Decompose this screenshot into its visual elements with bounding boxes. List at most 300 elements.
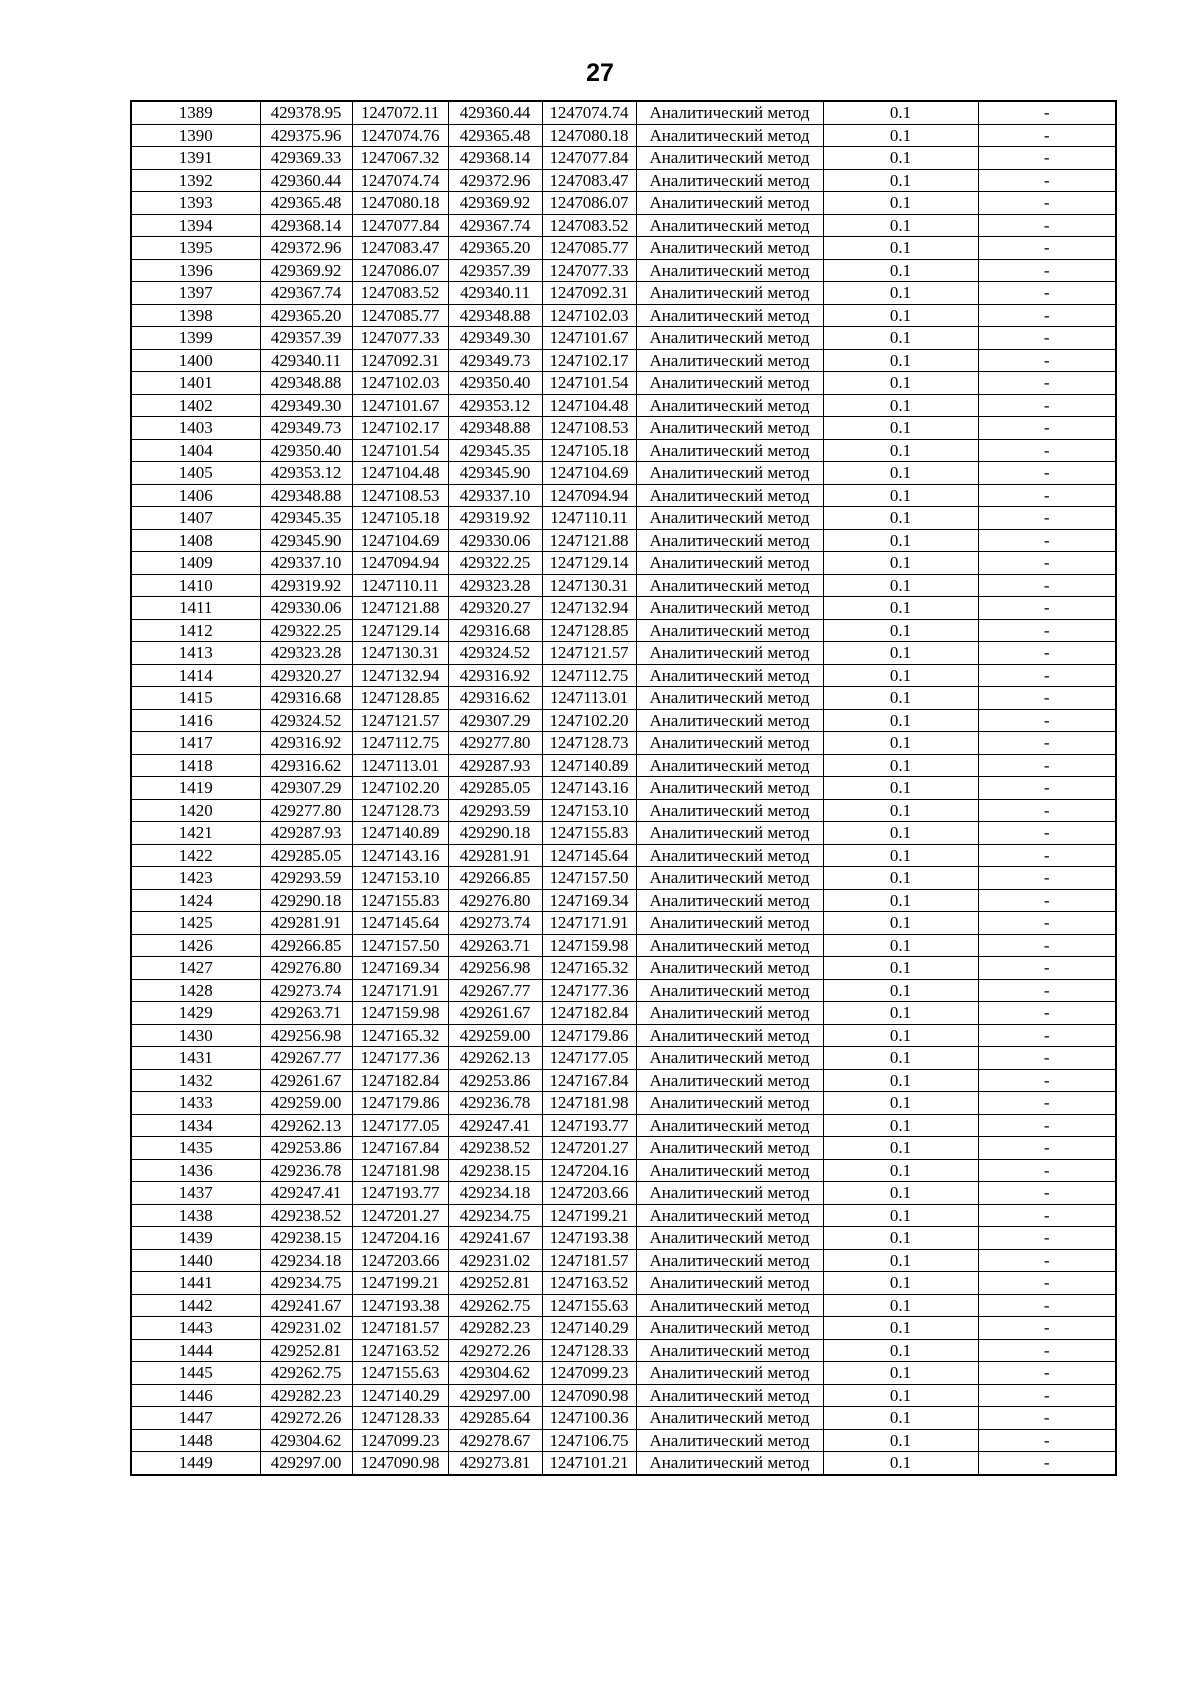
x2-cell: 429285.64	[448, 1407, 542, 1430]
y2-cell: 1247110.11	[542, 507, 636, 530]
note-cell: -	[978, 754, 1116, 777]
note-cell: -	[978, 957, 1116, 980]
method-cell: Аналитический метод	[636, 484, 823, 507]
note-cell: -	[978, 124, 1116, 147]
table-row	[131, 101, 1116, 124]
y2-cell: 1247204.16	[542, 1159, 636, 1182]
y2-cell: 1247140.29	[542, 1317, 636, 1340]
table-row	[131, 439, 1116, 462]
table-row	[131, 1407, 1116, 1430]
accuracy-cell: 0.1	[823, 597, 978, 620]
x1-cell: 429349.73	[260, 417, 352, 440]
y1-cell: 1247105.18	[352, 507, 448, 530]
note-cell: -	[978, 1182, 1116, 1205]
x1-cell: 429263.71	[260, 1002, 352, 1025]
note-cell: -	[978, 687, 1116, 710]
x1-cell: 429369.92	[260, 259, 352, 282]
accuracy-cell: 0.1	[823, 169, 978, 192]
table-row	[131, 642, 1116, 665]
y2-cell: 1247128.33	[542, 1339, 636, 1362]
note-cell: -	[978, 101, 1116, 124]
note-cell: -	[978, 822, 1116, 845]
y2-cell: 1247094.94	[542, 484, 636, 507]
y1-cell: 1247143.16	[352, 844, 448, 867]
table-row	[131, 1137, 1116, 1160]
x2-cell: 429357.39	[448, 259, 542, 282]
x1-cell: 429304.62	[260, 1429, 352, 1452]
point-number-cell: 1438	[131, 1204, 260, 1227]
x1-cell: 429273.74	[260, 979, 352, 1002]
x2-cell: 429360.44	[448, 101, 542, 124]
y2-cell: 1247102.20	[542, 709, 636, 732]
note-cell: -	[978, 979, 1116, 1002]
y2-cell: 1247105.18	[542, 439, 636, 462]
accuracy-cell: 0.1	[823, 1002, 978, 1025]
y2-cell: 1247179.86	[542, 1024, 636, 1047]
table-row	[131, 372, 1116, 395]
accuracy-cell: 0.1	[823, 259, 978, 282]
x2-cell: 429304.62	[448, 1362, 542, 1385]
y1-cell: 1247086.07	[352, 259, 448, 282]
x2-cell: 429266.85	[448, 867, 542, 890]
table-row	[131, 1069, 1116, 1092]
point-number-cell: 1397	[131, 282, 260, 305]
point-number-cell: 1430	[131, 1024, 260, 1047]
table-row	[131, 1272, 1116, 1295]
point-number-cell: 1395	[131, 237, 260, 260]
method-cell: Аналитический метод	[636, 529, 823, 552]
y2-cell: 1247143.16	[542, 777, 636, 800]
method-cell: Аналитический метод	[636, 619, 823, 642]
accuracy-cell: 0.1	[823, 889, 978, 912]
x1-cell: 429378.95	[260, 101, 352, 124]
table-row	[131, 1249, 1116, 1272]
accuracy-cell: 0.1	[823, 1294, 978, 1317]
x1-cell: 429360.44	[260, 169, 352, 192]
x2-cell: 429273.81	[448, 1452, 542, 1475]
y2-cell: 1247182.84	[542, 1002, 636, 1025]
x1-cell: 429266.85	[260, 934, 352, 957]
note-cell: -	[978, 1452, 1116, 1475]
y2-cell: 1247090.98	[542, 1384, 636, 1407]
method-cell: Аналитический метод	[636, 327, 823, 350]
accuracy-cell: 0.1	[823, 372, 978, 395]
x1-cell: 429365.48	[260, 192, 352, 215]
note-cell: -	[978, 484, 1116, 507]
table-row	[131, 507, 1116, 530]
y2-cell: 1247157.50	[542, 867, 636, 890]
method-cell: Аналитический метод	[636, 1069, 823, 1092]
method-cell: Аналитический метод	[636, 1339, 823, 1362]
x2-cell: 429316.68	[448, 619, 542, 642]
table-row	[131, 1204, 1116, 1227]
y1-cell: 1247128.33	[352, 1407, 448, 1430]
method-cell: Аналитический метод	[636, 1227, 823, 1250]
accuracy-cell: 0.1	[823, 1317, 978, 1340]
table-row	[131, 844, 1116, 867]
method-cell: Аналитический метод	[636, 844, 823, 867]
table-row	[131, 934, 1116, 957]
y2-cell: 1247101.21	[542, 1452, 636, 1475]
table-row	[131, 304, 1116, 327]
table-row	[131, 417, 1116, 440]
y2-cell: 1247181.98	[542, 1092, 636, 1115]
accuracy-cell: 0.1	[823, 912, 978, 935]
y1-cell: 1247167.84	[352, 1137, 448, 1160]
accuracy-cell: 0.1	[823, 642, 978, 665]
accuracy-cell: 0.1	[823, 1339, 978, 1362]
note-cell: -	[978, 259, 1116, 282]
y1-cell: 1247140.29	[352, 1384, 448, 1407]
x1-cell: 429316.92	[260, 732, 352, 755]
x1-cell: 429234.18	[260, 1249, 352, 1272]
note-cell: -	[978, 394, 1116, 417]
table-row	[131, 124, 1116, 147]
table-row	[131, 777, 1116, 800]
x1-cell: 429252.81	[260, 1339, 352, 1362]
y1-cell: 1247157.50	[352, 934, 448, 957]
note-cell: -	[978, 327, 1116, 350]
x2-cell: 429350.40	[448, 372, 542, 395]
accuracy-cell: 0.1	[823, 349, 978, 372]
y1-cell: 1247128.85	[352, 687, 448, 710]
accuracy-cell: 0.1	[823, 1362, 978, 1385]
x2-cell: 429368.14	[448, 147, 542, 170]
point-number-cell: 1427	[131, 957, 260, 980]
table-row	[131, 574, 1116, 597]
note-cell: -	[978, 1002, 1116, 1025]
table-row	[131, 1452, 1116, 1475]
x1-cell: 429320.27	[260, 664, 352, 687]
x1-cell: 429367.74	[260, 282, 352, 305]
accuracy-cell: 0.1	[823, 507, 978, 530]
y1-cell: 1247163.52	[352, 1339, 448, 1362]
method-cell: Аналитический метод	[636, 574, 823, 597]
x2-cell: 429348.88	[448, 304, 542, 327]
accuracy-cell: 0.1	[823, 979, 978, 1002]
x2-cell: 429322.25	[448, 552, 542, 575]
method-cell: Аналитический метод	[636, 1317, 823, 1340]
x1-cell: 429293.59	[260, 867, 352, 890]
note-cell: -	[978, 889, 1116, 912]
accuracy-cell: 0.1	[823, 101, 978, 124]
note-cell: -	[978, 552, 1116, 575]
x1-cell: 429297.00	[260, 1452, 352, 1475]
x2-cell: 429353.12	[448, 394, 542, 417]
note-cell: -	[978, 237, 1116, 260]
point-number-cell: 1431	[131, 1047, 260, 1070]
note-cell: -	[978, 1339, 1116, 1362]
point-number-cell: 1399	[131, 327, 260, 350]
accuracy-cell: 0.1	[823, 484, 978, 507]
x2-cell: 429323.28	[448, 574, 542, 597]
point-number-cell: 1413	[131, 642, 260, 665]
y1-cell: 1247177.05	[352, 1114, 448, 1137]
x1-cell: 429236.78	[260, 1159, 352, 1182]
point-number-cell: 1422	[131, 844, 260, 867]
table-row	[131, 349, 1116, 372]
point-number-cell: 1447	[131, 1407, 260, 1430]
accuracy-cell: 0.1	[823, 1429, 978, 1452]
x2-cell: 429369.92	[448, 192, 542, 215]
accuracy-cell: 0.1	[823, 1047, 978, 1070]
point-number-cell: 1446	[131, 1384, 260, 1407]
point-number-cell: 1435	[131, 1137, 260, 1160]
accuracy-cell: 0.1	[823, 1249, 978, 1272]
point-number-cell: 1420	[131, 799, 260, 822]
y2-cell: 1247121.57	[542, 642, 636, 665]
y2-cell: 1247177.36	[542, 979, 636, 1002]
accuracy-cell: 0.1	[823, 822, 978, 845]
accuracy-cell: 0.1	[823, 304, 978, 327]
table-row	[131, 1182, 1116, 1205]
y2-cell: 1247128.85	[542, 619, 636, 642]
y2-cell: 1247159.98	[542, 934, 636, 957]
y2-cell: 1247203.66	[542, 1182, 636, 1205]
method-cell: Аналитический метод	[636, 124, 823, 147]
point-number-cell: 1412	[131, 619, 260, 642]
y2-cell: 1247177.05	[542, 1047, 636, 1070]
x2-cell: 429276.80	[448, 889, 542, 912]
method-cell: Аналитический метод	[636, 1384, 823, 1407]
table-row	[131, 979, 1116, 1002]
x1-cell: 429316.68	[260, 687, 352, 710]
x2-cell: 429253.86	[448, 1069, 542, 1092]
point-number-cell: 1433	[131, 1092, 260, 1115]
accuracy-cell: 0.1	[823, 327, 978, 350]
y2-cell: 1247092.31	[542, 282, 636, 305]
method-cell: Аналитический метод	[636, 934, 823, 957]
x2-cell: 429241.67	[448, 1227, 542, 1250]
y2-cell: 1247145.64	[542, 844, 636, 867]
method-cell: Аналитический метод	[636, 1452, 823, 1475]
method-cell: Аналитический метод	[636, 417, 823, 440]
x2-cell: 429263.71	[448, 934, 542, 957]
y2-cell: 1247113.01	[542, 687, 636, 710]
y1-cell: 1247102.17	[352, 417, 448, 440]
y1-cell: 1247104.69	[352, 529, 448, 552]
accuracy-cell: 0.1	[823, 192, 978, 215]
x2-cell: 429259.00	[448, 1024, 542, 1047]
method-cell: Аналитический метод	[636, 147, 823, 170]
table-body	[131, 101, 1116, 1475]
table-row	[131, 912, 1116, 935]
y1-cell: 1247128.73	[352, 799, 448, 822]
page-number: 27	[586, 59, 614, 87]
x2-cell: 429340.11	[448, 282, 542, 305]
table-row	[131, 867, 1116, 890]
point-number-cell: 1449	[131, 1452, 260, 1475]
point-number-cell: 1448	[131, 1429, 260, 1452]
y1-cell: 1247094.94	[352, 552, 448, 575]
x1-cell: 429319.92	[260, 574, 352, 597]
accuracy-cell: 0.1	[823, 1137, 978, 1160]
note-cell: -	[978, 642, 1116, 665]
x2-cell: 429247.41	[448, 1114, 542, 1137]
table-row	[131, 957, 1116, 980]
note-cell: -	[978, 732, 1116, 755]
x1-cell: 429253.86	[260, 1137, 352, 1160]
y1-cell: 1247165.32	[352, 1024, 448, 1047]
accuracy-cell: 0.1	[823, 282, 978, 305]
table-row	[131, 1339, 1116, 1362]
point-number-cell: 1404	[131, 439, 260, 462]
y1-cell: 1247121.57	[352, 709, 448, 732]
x1-cell: 429262.75	[260, 1362, 352, 1385]
table-row	[131, 1159, 1116, 1182]
point-number-cell: 1410	[131, 574, 260, 597]
accuracy-cell: 0.1	[823, 1204, 978, 1227]
x2-cell: 429272.26	[448, 1339, 542, 1362]
x2-cell: 429365.20	[448, 237, 542, 260]
x1-cell: 429369.33	[260, 147, 352, 170]
x1-cell: 429330.06	[260, 597, 352, 620]
table-row	[131, 327, 1116, 350]
x1-cell: 429340.11	[260, 349, 352, 372]
x1-cell: 429285.05	[260, 844, 352, 867]
point-number-cell: 1402	[131, 394, 260, 417]
y2-cell: 1247099.23	[542, 1362, 636, 1385]
x1-cell: 429267.77	[260, 1047, 352, 1070]
table-row	[131, 484, 1116, 507]
method-cell: Аналитический метод	[636, 1362, 823, 1385]
note-cell: -	[978, 169, 1116, 192]
x2-cell: 429316.92	[448, 664, 542, 687]
point-number-cell: 1407	[131, 507, 260, 530]
note-cell: -	[978, 439, 1116, 462]
x1-cell: 429262.13	[260, 1114, 352, 1137]
table-row	[131, 889, 1116, 912]
note-cell: -	[978, 597, 1116, 620]
x2-cell: 429278.67	[448, 1429, 542, 1452]
point-number-cell: 1440	[131, 1249, 260, 1272]
y2-cell: 1247104.69	[542, 462, 636, 485]
y1-cell: 1247077.84	[352, 214, 448, 237]
y2-cell: 1247112.75	[542, 664, 636, 687]
accuracy-cell: 0.1	[823, 957, 978, 980]
point-number-cell: 1392	[131, 169, 260, 192]
y2-cell: 1247083.47	[542, 169, 636, 192]
note-cell: -	[978, 529, 1116, 552]
y1-cell: 1247121.88	[352, 597, 448, 620]
method-cell: Аналитический метод	[636, 1114, 823, 1137]
y1-cell: 1247112.75	[352, 732, 448, 755]
point-number-cell: 1444	[131, 1339, 260, 1362]
point-number-cell: 1398	[131, 304, 260, 327]
method-cell: Аналитический метод	[636, 979, 823, 1002]
note-cell: -	[978, 507, 1116, 530]
accuracy-cell: 0.1	[823, 1069, 978, 1092]
note-cell: -	[978, 1159, 1116, 1182]
accuracy-cell: 0.1	[823, 1182, 978, 1205]
x1-cell: 429256.98	[260, 1024, 352, 1047]
point-number-cell: 1418	[131, 754, 260, 777]
x2-cell: 429320.27	[448, 597, 542, 620]
accuracy-cell: 0.1	[823, 552, 978, 575]
method-cell: Аналитический метод	[636, 1294, 823, 1317]
point-number-cell: 1437	[131, 1182, 260, 1205]
x1-cell: 429372.96	[260, 237, 352, 260]
y2-cell: 1247086.07	[542, 192, 636, 215]
x2-cell: 429367.74	[448, 214, 542, 237]
point-number-cell: 1411	[131, 597, 260, 620]
x1-cell: 429324.52	[260, 709, 352, 732]
x1-cell: 429259.00	[260, 1092, 352, 1115]
y1-cell: 1247179.86	[352, 1092, 448, 1115]
x2-cell: 429252.81	[448, 1272, 542, 1295]
point-number-cell: 1436	[131, 1159, 260, 1182]
point-number-cell: 1394	[131, 214, 260, 237]
method-cell: Аналитический метод	[636, 1024, 823, 1047]
y2-cell: 1247100.36	[542, 1407, 636, 1430]
accuracy-cell: 0.1	[823, 147, 978, 170]
y1-cell: 1247130.31	[352, 642, 448, 665]
x1-cell: 429322.25	[260, 619, 352, 642]
table-row	[131, 462, 1116, 485]
y1-cell: 1247171.91	[352, 979, 448, 1002]
note-cell: -	[978, 282, 1116, 305]
note-cell: -	[978, 1227, 1116, 1250]
x2-cell: 429297.00	[448, 1384, 542, 1407]
x2-cell: 429238.52	[448, 1137, 542, 1160]
y1-cell: 1247110.11	[352, 574, 448, 597]
y1-cell: 1247074.74	[352, 169, 448, 192]
y1-cell: 1247074.76	[352, 124, 448, 147]
y1-cell: 1247155.63	[352, 1362, 448, 1385]
note-cell: -	[978, 1429, 1116, 1452]
x1-cell: 429272.26	[260, 1407, 352, 1430]
method-cell: Аналитический метод	[636, 101, 823, 124]
y2-cell: 1247121.88	[542, 529, 636, 552]
y2-cell: 1247155.63	[542, 1294, 636, 1317]
table-row	[131, 709, 1116, 732]
accuracy-cell: 0.1	[823, 1384, 978, 1407]
point-number-cell: 1442	[131, 1294, 260, 1317]
x2-cell: 429330.06	[448, 529, 542, 552]
y2-cell: 1247169.34	[542, 889, 636, 912]
y1-cell: 1247140.89	[352, 822, 448, 845]
method-cell: Аналитический метод	[636, 1182, 823, 1205]
x1-cell: 429276.80	[260, 957, 352, 980]
method-cell: Аналитический метод	[636, 664, 823, 687]
table-row	[131, 1294, 1116, 1317]
y2-cell: 1247102.17	[542, 349, 636, 372]
method-cell: Аналитический метод	[636, 214, 823, 237]
note-cell: -	[978, 214, 1116, 237]
table-row	[131, 1002, 1116, 1025]
point-number-cell: 1424	[131, 889, 260, 912]
point-number-cell: 1428	[131, 979, 260, 1002]
x1-cell: 429345.35	[260, 507, 352, 530]
note-cell: -	[978, 417, 1116, 440]
y2-cell: 1247129.14	[542, 552, 636, 575]
x2-cell: 429345.35	[448, 439, 542, 462]
note-cell: -	[978, 934, 1116, 957]
x2-cell: 429236.78	[448, 1092, 542, 1115]
table-row	[131, 687, 1116, 710]
y2-cell: 1247130.31	[542, 574, 636, 597]
y1-cell: 1247199.21	[352, 1272, 448, 1295]
y2-cell: 1247102.03	[542, 304, 636, 327]
y1-cell: 1247159.98	[352, 1002, 448, 1025]
y1-cell: 1247132.94	[352, 664, 448, 687]
y1-cell: 1247203.66	[352, 1249, 448, 1272]
accuracy-cell: 0.1	[823, 619, 978, 642]
x1-cell: 429238.52	[260, 1204, 352, 1227]
method-cell: Аналитический метод	[636, 507, 823, 530]
x2-cell: 429287.93	[448, 754, 542, 777]
point-number-cell: 1429	[131, 1002, 260, 1025]
